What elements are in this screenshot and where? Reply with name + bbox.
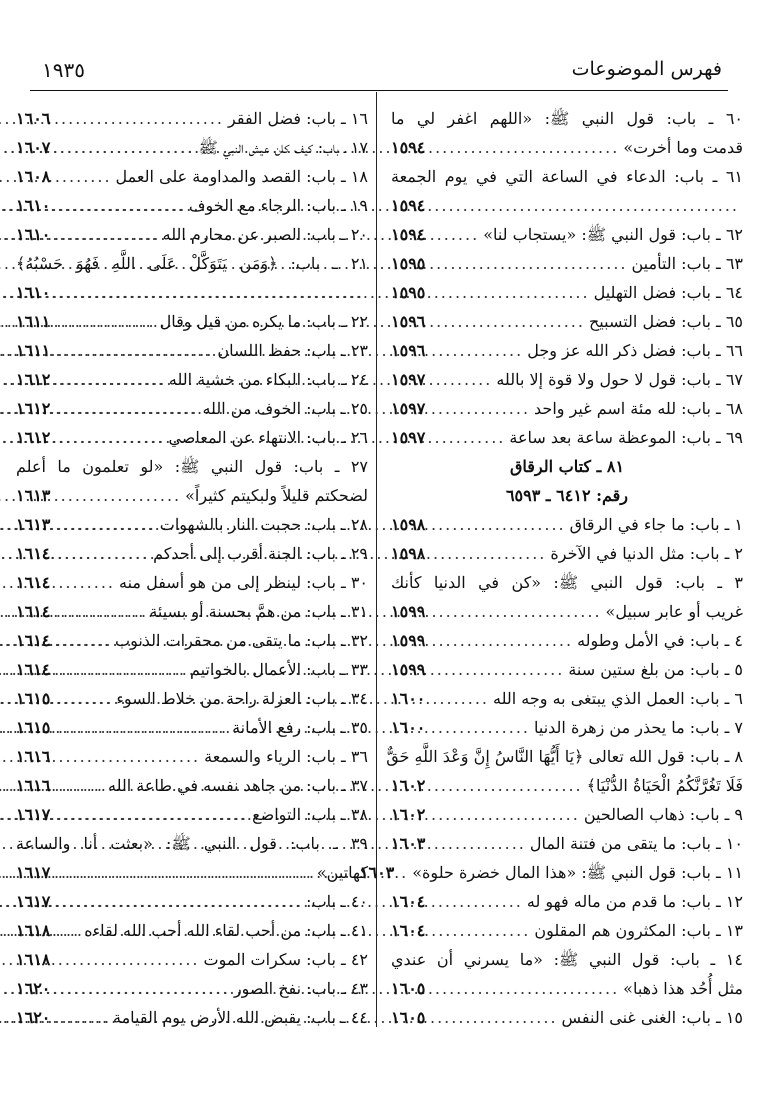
dot-leader [50,742,204,771]
entry-page-number: ١٦١٤ [16,631,51,650]
dot-leader [50,626,115,655]
dot-leader [425,829,530,858]
toc-entry [16,539,368,568]
entry-title: ٣١ ـ باب: من همَّ بحسنة أو بسيئة [149,602,368,621]
dot-leader [50,887,306,916]
entry-title: ٣٠ ـ باب: لينظر إلى من هو أسفل منه [119,573,368,592]
entry-title-line: ٦١ ـ باب: الدعاء في الساعة التي في يوم الجمعة [391,167,743,186]
entry-page-number: ١٦١٠ [16,196,51,215]
toc-entry [391,626,743,655]
dot-leader [425,220,483,249]
toc-entry [16,1003,368,1032]
dot-leader [425,800,583,829]
toc-entry [391,800,743,829]
dot-leader [425,887,526,916]
toc-entry [16,597,368,626]
entry-page-number: ١٦١٢ [16,399,51,418]
entry-page-number: ١٥٩٩ [391,602,426,621]
entry-page-number: ١٦٠٤ [391,892,426,911]
entry-page-number: ١٥٩٨ [391,515,426,534]
toc-entry [16,423,368,452]
dot-leader [425,278,593,307]
entry-title: ٤٣ ـ باب: نفخ الصور [233,979,368,998]
entry-page-number: ١٦١٤ [16,544,51,563]
entry-title: ٦٣ ـ باب: التأمين [631,254,743,273]
dot-leader [425,394,534,423]
dot-leader [425,974,623,1003]
toc-entry [391,887,743,916]
entry-title: ٢٠ ـ باب: الصبر عن محارم الله [162,225,368,244]
toc-entry [391,510,743,539]
toc-entry [16,481,368,510]
toc-entry [391,684,743,713]
toc-entry [16,945,368,974]
dot-leader [50,858,317,887]
dot-leader [50,220,162,249]
entry-title-line: ٣ ـ باب: قول النبي ﷺ: «كن في الدنيا كأنك [391,573,743,592]
dot-leader [50,423,168,452]
toc-entry [16,336,368,365]
entry-title: ٢٣ ـ باب: حفظ اللسان [217,341,368,360]
entry-page-number: ١٦١٦ [16,747,51,766]
entry-title: قدمت وما أخرت» [623,138,743,157]
entry-title: ٢٩ ـ باب: الجنة أقرب إلى أحدكم [153,544,368,563]
entry-page-number: ١٦٠٣ [359,863,395,882]
entry-title: ٦٤ ـ باب: فضل التهليل [593,283,743,302]
entry-page-number: ١٦١٨ [16,921,51,940]
toc-entry [16,307,368,336]
header-rule [30,90,728,91]
entry-page-number: ١٦١٣ [16,515,51,534]
toc-entry [16,104,368,133]
dot-leader [50,945,203,974]
toc-entry [16,394,368,423]
dot-leader [50,539,153,568]
dot-leader [50,394,202,423]
entry-title: ٣٢ ـ باب: ما يتقى من محقرات الذنوب [115,631,368,650]
toc-entry [16,191,368,220]
entry-title-line: ٢١ ـ باب: ﴿وَمَن يَتَوَكَّلْ عَلَى اللَّهِ فَهُوَ حَسْبُهُ﴾ [16,254,368,273]
toc-entry [16,858,368,887]
entry-title: ١٧ ـ باب: كيف كان عيش النبي ﷺ [198,138,368,157]
dot-leader [425,684,493,713]
dot-leader [50,510,159,539]
dot-leader [50,916,84,945]
entry-page-number: ١٦١٧ [16,805,51,824]
entry-title: ٩ ـ باب: ذهاب الصالحين [583,805,743,824]
entry-page-number: ١٦١٥ [16,718,51,737]
entry-title: ٦ ـ باب: العمل الذي يبتغى به وجه الله [493,689,743,708]
entry-title: ٤٤ ـ باب: يقبض الله الأرض يوم القيامة [113,1008,368,1027]
entry-title: ١٢ ـ باب: ما قدم من ماله فهو له [526,892,743,911]
entry-page-number: ١٦١٦ [16,776,51,795]
dot-leader [50,1003,113,1032]
entry-page-number: ١٥٩٧ [391,428,426,447]
entry-page-number: ١٦٠٧ [16,138,51,157]
entry-title: ٣٨ ـ باب: التواضع [252,805,368,824]
dot-leader [425,191,743,220]
entry-title-line: ٢٧ ـ باب: قول النبي ﷺ: «لو تعلمون ما أعلم [16,457,368,476]
dot-leader [425,626,577,655]
toc-entry [16,365,368,394]
entry-title: ١١ ـ باب: قول النبي ﷺ: «هذا المال خضرة حلوة» [412,863,743,882]
entry-title: ٦٨ ـ باب: لله مئة اسم غير واحد [534,399,743,418]
entry-title: ١ ـ باب: ما جاء في الرقاق [569,515,743,534]
entry-title: ٣٣ ـ باب: الأعمال بالخواتيم [189,660,368,679]
section-heading: ٨١ ـ كتاب الرقاق [509,457,625,476]
entry-page-number: ١٦١٧ [16,863,51,882]
toc-entry [391,336,743,365]
dot-leader [425,133,623,162]
entry-title: ٤ ـ باب: في الأمل وطوله [577,631,743,650]
entry-title: ٦٦ ـ باب: فضل ذكر الله عز وجل [527,341,743,360]
dot-leader [425,539,550,568]
entry-page-number: ١٦١٨ [16,950,51,969]
dot-leader [425,771,586,800]
dot-leader [425,307,589,336]
entry-title: ٦٢ ـ باب: قول النبي ﷺ: «يستجاب لنا» [483,225,743,244]
entry-page-number: ١٦٠٦ [16,109,51,128]
entry-page-number: ١٥٩٤ [391,138,426,157]
toc-entry [391,394,743,423]
entry-page-number: ١٦٠٥ [391,1008,426,1027]
entry-page-number: ١٦٢٠ [16,979,51,998]
entry-page-number: ١٥٩٩ [391,631,426,650]
dot-leader [50,278,368,307]
toc-entry [16,655,368,684]
entry-title: ٢٨ ـ باب: حجبت النار بالشهوات [159,515,368,534]
toc-entry [391,220,743,249]
entry-title: ٦٩ ـ باب: الموعظة ساعة بعد ساعة [509,428,743,447]
toc-entry [16,684,368,713]
dot-leader [50,162,115,191]
entry-title: ٣٧ ـ باب: من جاهد نفسه في طاعة الله [107,776,368,795]
entry-page-number: ١٦٠٢ [391,776,426,795]
entry-title: ٤٢ ـ باب: سكرات الموت [203,950,368,969]
toc-entry [359,858,743,887]
toc-entry [391,249,743,278]
entry-page-number: ١٦١٧ [16,892,51,911]
dot-leader [394,858,412,887]
dot-leader [50,568,119,597]
toc-entry [391,597,743,626]
toc-entry [16,742,368,771]
dot-leader [50,655,190,684]
toc-entry [391,655,743,684]
dot-leader [425,597,605,626]
entry-title: ٦٧ ـ باب: قول لا حول ولا قوة إلا بالله [496,370,743,389]
dot-leader [50,974,234,1003]
entry-title: ٢٥ ـ باب: الخوف من الله [202,399,368,418]
entry-title: ٤٠ ـ باب: [306,892,368,911]
entry-page-number: ١٥٩٩ [391,660,426,679]
entry-title-line: ٨ ـ باب: قول الله تعالى ﴿يَا أَيُّهَا النَّاسُ إِنَّ وَعْدَ اللَّهِ حَقٌّ [386,747,743,766]
dot-leader [425,510,569,539]
entry-page-number: ١٦١٣ [16,486,51,505]
entry-title: مثل أُحُد هذا ذهبا» [623,979,743,998]
dot-leader [425,655,568,684]
entry-title-line: ١٤ ـ باب: قول النبي ﷺ: «ما يسرني أن عندي [391,950,743,969]
dot-leader [425,916,534,945]
toc-entry [16,568,368,597]
toc-entry [391,191,743,220]
entry-page-number: ١٦١١ [16,341,51,360]
toc-entry [16,771,368,800]
toc-entry [391,1003,743,1032]
entry-title: ٤١ ـ باب: من أحب لقاء الله أحب الله لقاءه [84,921,368,940]
toc-entry [16,800,368,829]
toc-entry [391,829,743,858]
entry-title: ٢٤ ـ باب: البكاء من خشية الله [168,370,368,389]
toc-entry [391,278,743,307]
entry-title: ٢٢ ـ باب: ما يكره من قيل وقال [159,312,368,331]
dot-leader [50,597,149,626]
dot-leader [50,307,159,336]
entry-page-number: ١٥٩٤ [391,196,426,215]
entry-page-number: ١٥٩٥ [391,283,426,302]
page-header-title: فهرس الموضوعات [571,58,722,80]
entry-title: ٣٥ ـ باب: رفع الأمانة [232,718,368,737]
entry-title: ١٨ ـ باب: القصد والمداومة على العمل [115,167,368,186]
toc-entry [16,133,368,162]
dot-leader [50,365,169,394]
entry-page-number: ١٦١٢ [16,428,51,447]
entry-title: غريب أو عابر سبيل» [605,602,743,621]
entry-page-number: ١٦٢٠ [16,1008,51,1027]
dot-leader [50,481,185,510]
dot-leader [50,191,189,220]
entry-title: ٢ ـ باب: مثل الدنيا في الآخرة [550,544,743,563]
dot-leader [50,104,228,133]
entry-title: كهاتين» [316,863,368,882]
dot-leader [50,684,116,713]
entry-page-number: ١٦٠٤ [391,921,426,940]
dot-leader [50,133,198,162]
entry-title: ٧ ـ باب: ما يحذر من زهرة الدنيا [533,718,743,737]
toc-entry [391,539,743,568]
dot-leader [50,336,217,365]
entry-page-number: ١٦١٤ [16,573,51,592]
entry-page-number: ١٥٩٧ [391,399,426,418]
entry-page-number: ١٥٩٧ [391,370,426,389]
entry-title: فَلَا تَغُرَّنَّكُمُ الْحَيَاةُ الدُّنْيَا﴾ [586,776,743,795]
toc-entry [16,713,368,742]
dot-leader [425,713,534,742]
dot-leader [425,336,527,365]
entry-page-number: ١٦١٤ [16,602,51,621]
toc-entry [16,887,368,916]
entry-title-line: ٣٩ ـ باب: قول النبي ﷺ: «بعثت أنا والساعة [16,834,368,853]
toc-entry [16,510,368,539]
entry-title: ١٩ ـ باب: الرجاء مع الخوف [188,196,368,215]
section-heading: رقم: ٦٤١٢ ـ ٦٥٩٣ [505,486,629,505]
entry-title-line: ٦٠ ـ باب: قول النبي ﷺ: «اللهم اغفر لي ما [391,109,743,128]
entry-title: ٢٦ ـ باب: الانتهاء عن المعاصي [168,428,368,447]
entry-page-number: ١٦١١ [16,312,51,331]
dot-leader [50,800,252,829]
entry-page-number: ١٦١٠ [16,225,51,244]
entry-page-number: ١٥٩٨ [391,544,426,563]
right-column [359,104,743,1032]
entry-title: لضحكتم قليلاً ولبكيتم كثيراً» [185,486,368,505]
entry-page-number: ١٦٠٣ [391,834,426,853]
toc-entry [391,771,743,800]
entry-page-number: ١٦١٠ [16,283,51,302]
entry-title: ٥ ـ باب: من بلغ ستين سنة [568,660,743,679]
toc-entry [391,423,743,452]
toc-entry [391,916,743,945]
entry-page-number: ١٦١٥ [16,689,51,708]
entry-page-number: ١٦٠٨ [16,167,51,186]
toc-entry [16,974,368,1003]
entry-page-number: ١٥٩٦ [391,312,426,331]
entry-title: ٦٥ ـ باب: فضل التسبيح [588,312,743,331]
entry-title: ٣٦ ـ باب: الرياء والسمعة [204,747,368,766]
toc-entry [16,220,368,249]
entry-title: ٣٤ ـ باب: العزلة راحة من خلاط السوء [116,689,368,708]
toc-entry [16,916,368,945]
dot-leader [425,1003,561,1032]
entry-page-number: ١٥٩٥ [391,254,426,273]
toc-entry [391,307,743,336]
toc-entry [391,365,743,394]
dot-leader [50,713,232,742]
toc-entry [391,974,743,1003]
entry-title: ١٦ ـ باب: فضل الفقر [228,109,368,128]
entry-title: ١٠ ـ باب: ما يتقى من فتنة المال [529,834,743,853]
dot-leader [425,423,509,452]
entry-page-number: ١٦١٤ [16,660,51,679]
dot-leader [50,771,108,800]
entry-page-number: ١٦٠٥ [391,979,426,998]
entry-page-number: ١٦٠٠ [391,689,426,708]
entry-page-number: ١٦٠٠ [391,718,426,737]
dot-leader [425,249,631,278]
toc-entry [16,278,368,307]
entry-page-number: ١٦١٢ [16,370,51,389]
toc-entry [391,133,743,162]
toc-entry [391,713,743,742]
entry-page-number: ١٥٩٦ [391,341,426,360]
page-number: ١٩٣٥ [42,58,85,82]
entry-title: ١٥ ـ باب: الغنى غنى النفس [561,1008,743,1027]
toc-entry [16,162,368,191]
dot-leader [425,365,496,394]
entry-page-number: ١٦٠٢ [391,805,426,824]
left-column [16,104,368,1032]
toc-entry [16,626,368,655]
entry-page-number: ١٥٩٤ [391,225,426,244]
entry-title: ١٣ ـ باب: المكثرون هم المقلون [534,921,743,940]
